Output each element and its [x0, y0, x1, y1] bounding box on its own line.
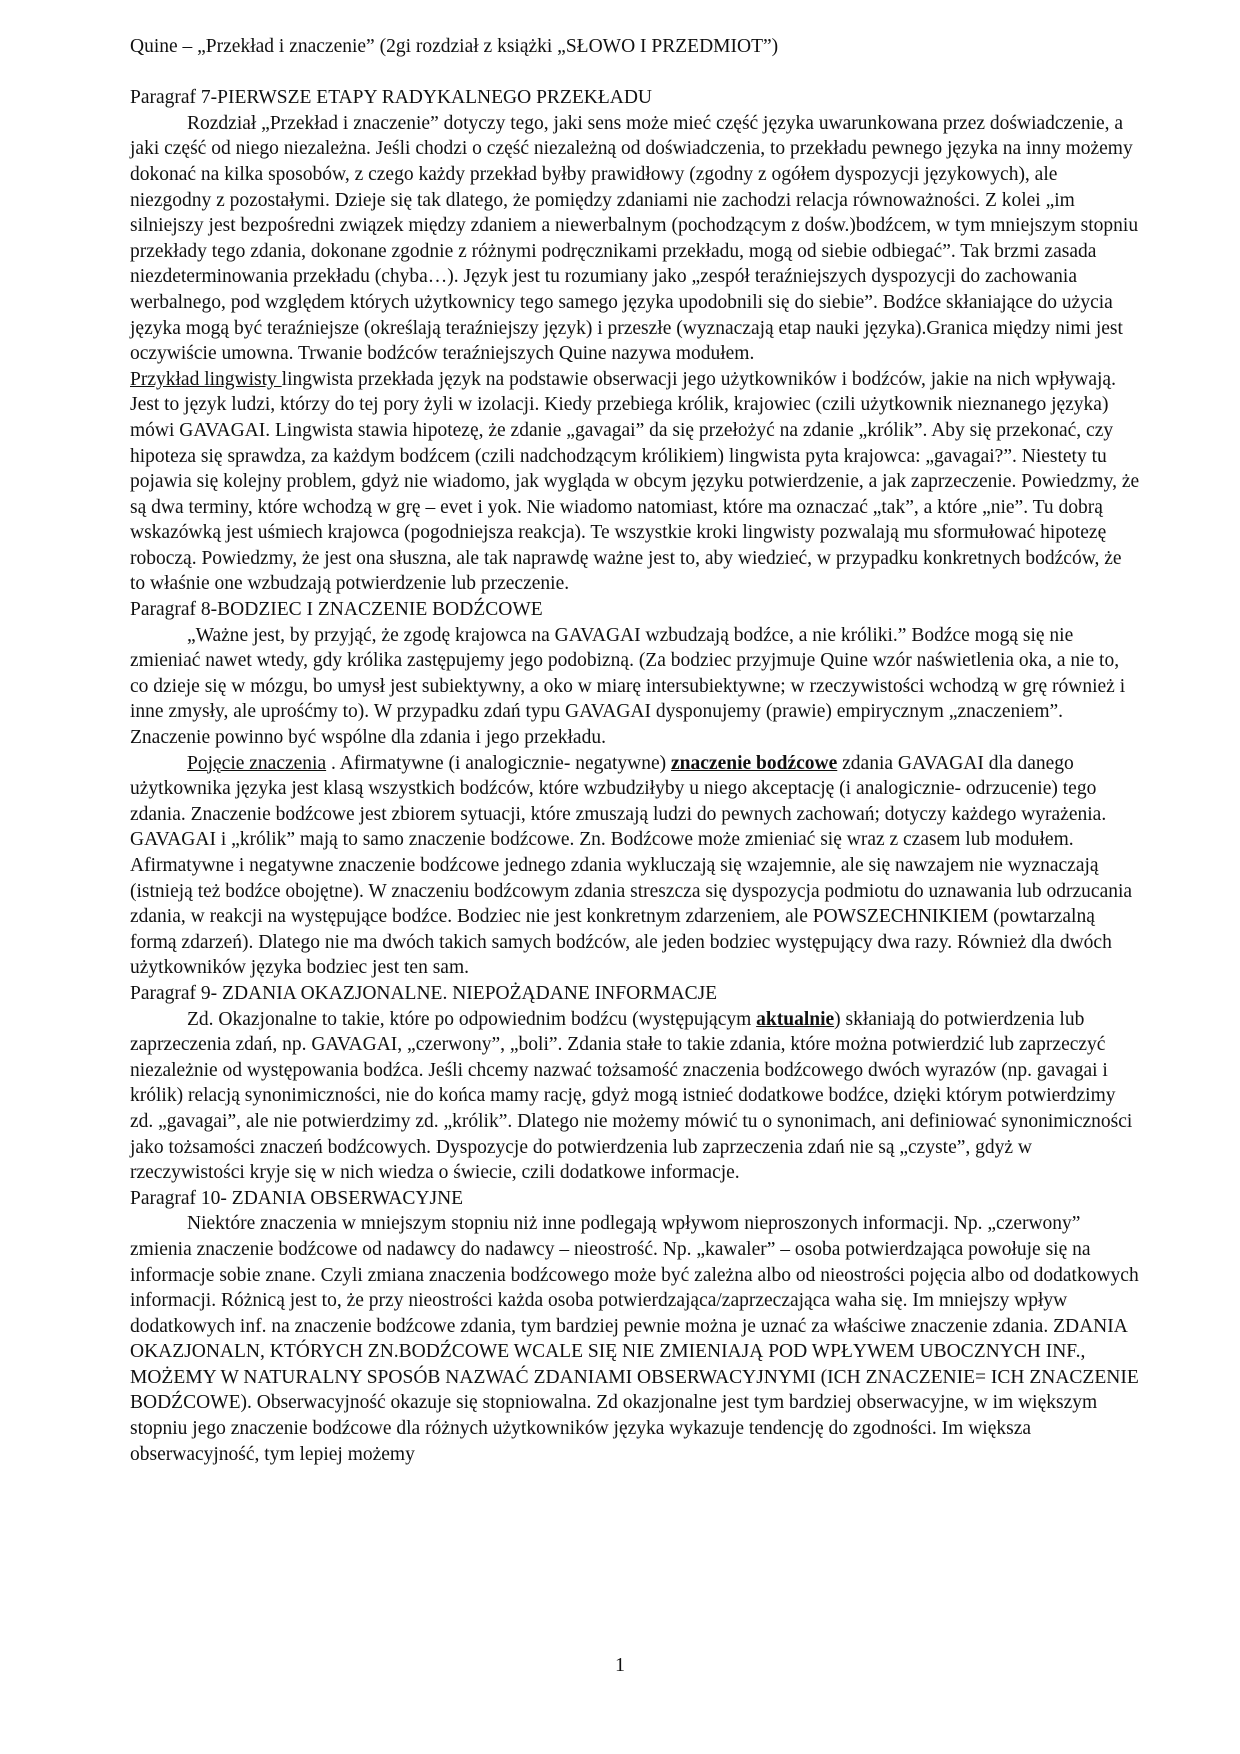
- paragraph-8-text-1: „Ważne jest, by przyjąć, że zgodę krajowca na GAVAGAI wzbudzają bodźce, a nie króliki.” Bodźce mogą się nie zmieniać nawet wtedy, gdy królika zastępujemy jego podobizną. (Za bodziec przyjmuje Quine wzór naświetlenia oka, a nie to, co dzieje się w mózgu, bo umysł jest subiektywny, a oko w miarę intersubiektywne; w rzeczywistości wchodzą w grę również i inne zmysły, ale uprośćmy to). W przypadku zdań typu GAVAGAI dysponujemy (prawie) empirycznym „znaczeniem”. Znaczenie powinno być wspólne dla zdania i jego przekładu.: [130, 624, 1126, 749]
- document-body: [130, 34, 1140, 1467]
- example-link-lingwisty: Przykład lingwisty: [130, 368, 282, 390]
- paragraph-8-text-2: Pojęcie znaczenia . Afirmatywne (i analogicznie- negatywne) znaczenie bodźcowe zdania GAVAGAI dla danego użytkownika języka jest klasą wszystkich bodźców, które wzbudziłyby u niego akceptację (i analogicznie- odrzucenie) tego zdania. Znaczenie bodźcowe jest zbiorem sytuacji, które zmuszają ludzi do pewnych zachowań; dotyczy każdego wyrażenia. GAVAGAI i „królik” mają to samo znaczenie bodźcowe. Zn. Bodźcowe może zmieniać się wraz z czasem lub modułem. Afirmatywne i negatywne znaczenie bodźcowe jednego zdania wykluczają się wzajemnie, ale się nawzajem nie wyznaczają (istnieją też bodźce obojętne). W znaczeniu bodźcowym zdania streszcza się dyspozycja podmiotu do uznawania lub odrzucania zdania, w reakcji na występujące bodźce. Bodziec nie jest konkretnym zdarzeniem, ale POWSZECHNIKIEM (powtarzalną formą zdarzeń). Dlatego nie ma dwóch takich samych bodźców, ale jeden bodziec występujący dwa razy. Również dla dwóch użytkowników języka bodziec jest ten sam.: [130, 752, 1133, 979]
- section-heading-paragraf-10: Paragraf 10- ZDANIA OBSERWACYJNE: [130, 1187, 464, 1209]
- paragraph-7-text-2: Przykład lingwisty lingwista przekłada język na podstawie obserwacji jego użytkowników i bodźców, jakie na nich wpływają. Jest to język ludzi, którzy do tej pory żyli w izolacji. Kiedy przebiega królik, krajowiec (czili użytkownik nieznanego języka) mówi GAVAGAI. Lingwista stawia hipotezę, że zdanie „gavagai” da się przełożyć na zdanie „królik”. Aby się przekonać, czy hipoteza się sprawdza, za każdym bodźcem (czili nadchodzącym królikiem) lingwista pyta krajowca: „gavagai?”. Niestety tu pojawia się kolejny problem, gdyż nie wiadomo, jak wygląda w obcym języku potwierdzenie, a jak zaprzeczenie. Powiedzmy, że są dwa terminy, które wchodzą w grę – evet i yok. Nie wiadomo natomiast, które ma oznaczać „tak”, a które „nie”. Tu dobrą wskazówką jest uśmiech krajowca (pogodniejsza reakcja). Te wszystkie kroki lingwisty pozwalają mu sformułować hipotezę roboczą. Powiedzmy, że jest ona słuszna, ale tak naprawdę ważne jest to, aby wiedzieć, w przypadku konkretnych bodźców, że to właśnie one wzbudzają potwierdzenie lub przeczenie.: [130, 368, 1140, 595]
- section-heading-paragraf-7: Paragraf 7-PIERWSZE ETAPY RADYKALNEGO PRZEKŁADU: [130, 87, 652, 109]
- concept-pojecie-znaczenia: Pojęcie znaczenia: [187, 752, 327, 774]
- term-znaczenie-bodzcowe: znaczenie bodźcowe: [671, 752, 838, 774]
- term-aktualnie: aktualnie: [756, 1008, 835, 1030]
- page-number: 1: [615, 1654, 625, 1676]
- section-heading-paragraf-8: Paragraf 8-BODZIEC I ZNACZENIE BODŹCOWE: [130, 599, 543, 621]
- document-title: Quine – „Przekład i znaczenie” (2gi rozdział z książki „SŁOWO I PRZEDMIOT”): [130, 36, 779, 57]
- paragraph-7-text-1: Rozdział „Przekład i znaczenie” dotyczy tego, jaki sens może mieć część języka uwarunkowana przez doświadczenie, a jaki część od niego niezależna. Jeśli chodzi o część niezależną od doświadczenia, to przekładu pewnego języka na inny możemy dokonać na kilka sposobów, z czego każdy przekład byłby prawidłowy (zgodny z ogółem dyspozycji językowych), ale niezgodny z pozostałymi. Dzieje się tak dlatego, że pomiędzy zdaniami nie zachodzi relacja równoważności. Z kolei „im silniejszy jest bezpośredni związek między zdaniem a niewerbalnym (pochodzącym z dośw.)bodźcem, w tym mniejszym stopniu przekłady tego zdania, dokonane zgodnie z różnymi podręcznikami przekładu, mogą od siebie odbiegać”. Tak brzmi zasada niezdeterminowania przekładu (chyba…). Język jest tu rozumiany jako „zespół teraźniejszych dyspozycji do zachowania werbalnego, pod względem których użytkownicy tego samego języka upodobnili się do siebie”. Bodźce skłaniające do użycia języka mogą być teraźniejsze (określają teraźniejszy język) i przeszłe (wyznaczają etap nauki języka).Granica między nimi jest oczywiście umowna. Trwanie bodźców teraźniejszych Quine nazywa modułem.: [130, 112, 1139, 365]
- paragraph-10-text-1: Niektóre znaczenia w mniejszym stopniu niż inne podlegają wpływom nieproszonych informacji. Np. „czerwony” zmienia znaczenie bodźcowe od nadawcy do nadawcy – nieostrość. Np. „kawaler” – osoba potwierdzająca powołuje się na informacje sobie znane. Czyli zmiana znaczenia bodźcowego może być zależna albo od nieostrości pojęcia albo od dodatkowych informacji. Różnicą jest to, że przy nieostrości każda osoba potwierdzająca/zaprzeczająca waha się. Im mniejszy wpływ dodatkowych inf. na znaczenie bodźcowe zdania, tym bardziej pewnie można je uznać za właściwe znaczenie zdania. ZDANIA OKAZJONALN, KTÓRYCH ZN.BODŹCOWE WCALE SIĘ NIE ZMIENIAJĄ POD WPŁYWEM UBOCZNYCH INF., MOŻEMY W NATURALNY SPOSÓB NAZWAĆ ZDANIAMI OBSERWACYJNYMI (ICH ZNACZENIE= ICH ZNACZENIE BODŹCOWE). Obserwacyjność okazuje się stopniowalna. Zd okazjonalne jest tym bardziej obserwacyjne, w im większym stopniu jego znaczenie bodźcowe dla różnych użytkowników języka wykazuje tendencję do zgodności. Im większa obserwacyjność, tym lepiej możemy: [130, 1213, 1139, 1465]
- section-heading-paragraf-9: Paragraf 9- ZDANIA OKAZJONALNE. NIEPOŻĄDANE INFORMACJE: [130, 982, 718, 1004]
- paragraph-9-text-1: Zd. Okazjonalne to takie, które po odpowiednim bodźcu (występującym aktualnie) skłaniają do potwierdzenia lub zaprzeczenia zdań, np. GAVAGAI, „czerwony”, „boli”. Zdania stałe to takie zdania, które można potwierdzić lub zaprzeczyć niezależnie od występowania bodźca. Jeśli chcemy nazwać tożsamość znaczenia bodźcowego dwóch wyrazów (np. gavagai i królik) relacją synonimiczności, nie do końca mamy rację, gdyż mogą istnieć dodatkowe bodźce, dzięki którym potwierdzimy zd. „gavagai”, ale nie potwierdzimy zd. „królik”. Dlatego nie możemy mówić tu o synonimach, ani definiować synonimiczności jako tożsamości znaczeń bodźcowych. Dyspozycje do potwierdzenia lub zaprzeczenia zdań nie są „czyste”, gdyż w rzeczywistości kryje się w nich wiedza o świecie, czili dodatkowe informacje.: [130, 1008, 1133, 1184]
